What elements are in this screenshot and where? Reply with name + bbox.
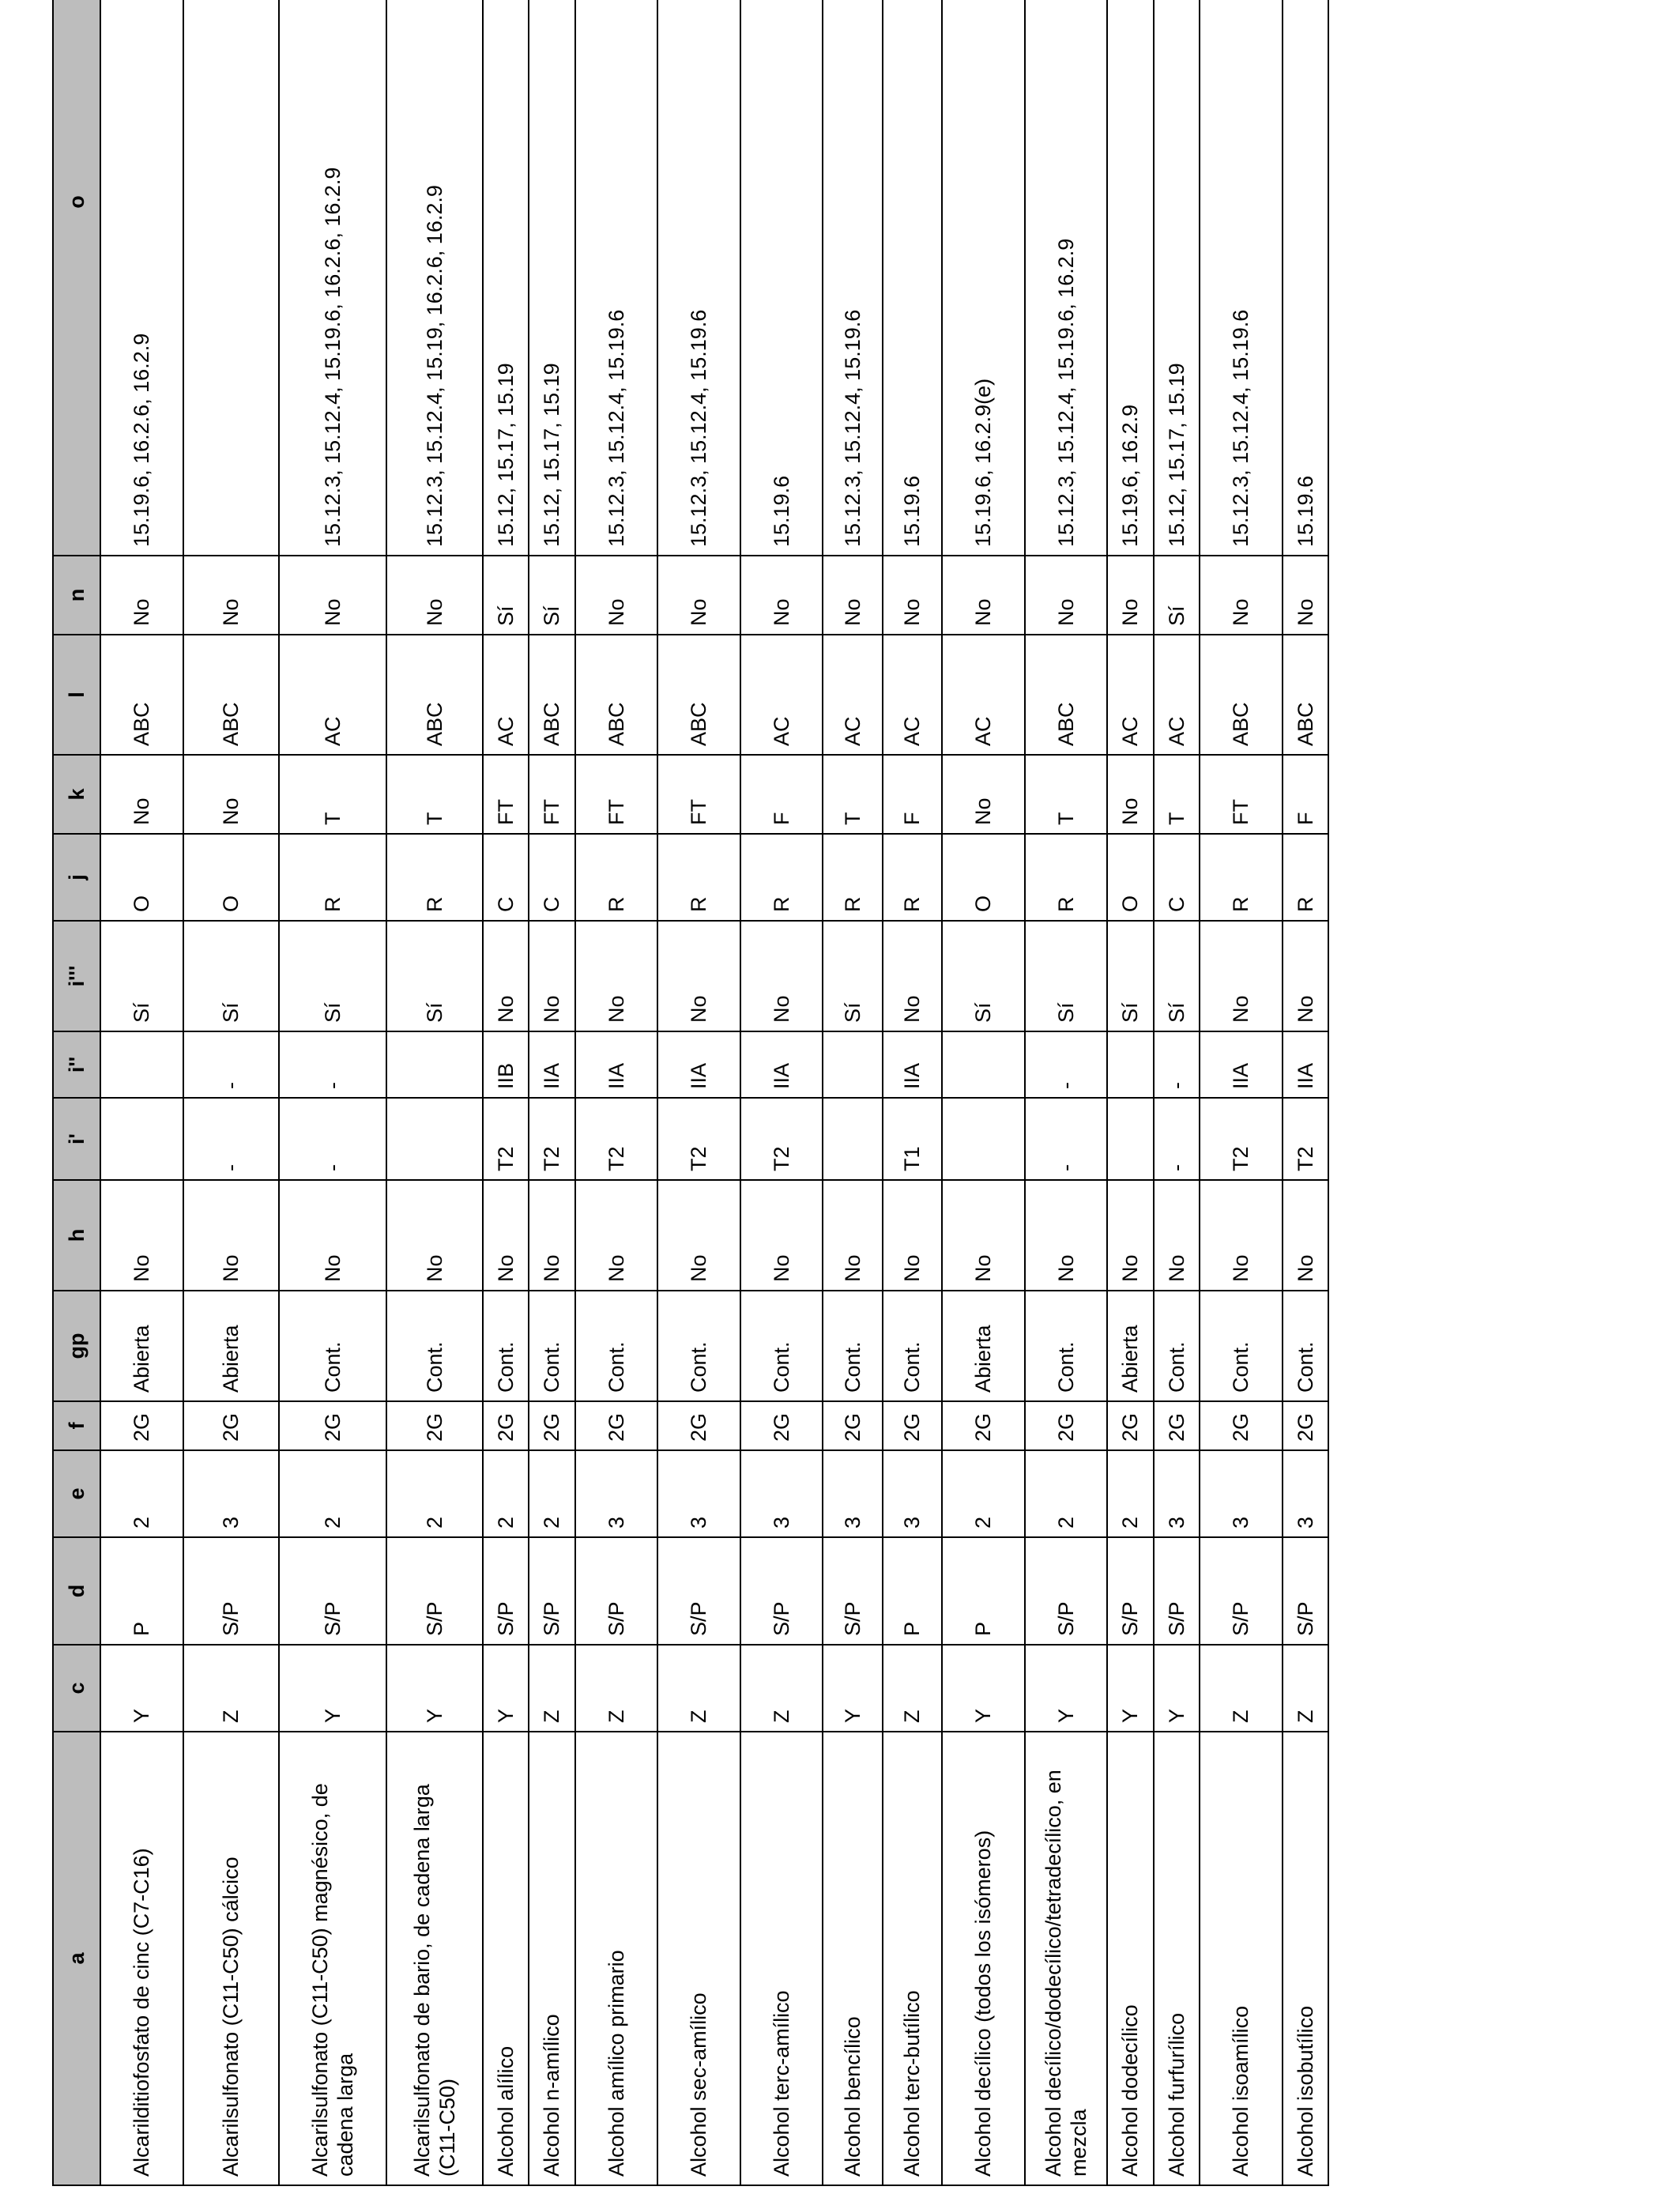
cell-d: S/P xyxy=(483,1537,529,1645)
cell-i1: T2 xyxy=(1283,1098,1329,1180)
table-row xyxy=(942,0,1025,2185)
cell-c: Y xyxy=(100,1645,183,1732)
cell-o: 15.19.6 xyxy=(883,0,942,556)
cell-i3: No xyxy=(529,921,574,1031)
cell-n: Sí xyxy=(483,556,529,635)
cell-e: 3 xyxy=(823,1450,882,1537)
cell-l: ABC xyxy=(575,635,658,755)
cell-i1: - xyxy=(1154,1098,1200,1180)
cell-i2: IIB xyxy=(483,1031,529,1098)
cell-o: 15.12.3, 15.12.4, 15.19.6 xyxy=(575,0,658,556)
cell-h: No xyxy=(183,1180,280,1291)
cell-e: 3 xyxy=(1154,1450,1200,1537)
cell-n: No xyxy=(575,556,658,635)
cell-f: 2G xyxy=(883,1401,942,1450)
cell-i1: T2 xyxy=(1200,1098,1283,1180)
cell-e: 3 xyxy=(575,1450,658,1537)
cell-h: No xyxy=(1283,1180,1329,1291)
cell-k: FT xyxy=(483,755,529,834)
cell-a: Alcohol terc-amílico xyxy=(740,1732,823,2185)
cell-h: No xyxy=(386,1180,483,1291)
col-header: c xyxy=(53,1645,100,1732)
cell-gp: Cont. xyxy=(1025,1291,1108,1401)
cell-d: S/P xyxy=(279,1537,386,1645)
cell-j: O xyxy=(100,834,183,921)
cell-c: Y xyxy=(942,1645,1025,1732)
cell-gp: Cont. xyxy=(279,1291,386,1401)
col-header: d xyxy=(53,1537,100,1645)
cell-k: No xyxy=(100,755,183,834)
cell-e: 2 xyxy=(1025,1450,1108,1537)
cell-j: C xyxy=(1154,834,1200,921)
cell-k: F xyxy=(740,755,823,834)
cell-i3: Sí xyxy=(386,921,483,1031)
cell-i1: T2 xyxy=(740,1098,823,1180)
cell-i1: T2 xyxy=(483,1098,529,1180)
table-row xyxy=(183,0,280,2185)
table-row xyxy=(483,0,529,2185)
cell-a: Alcarilsulfonato (C11-C50) cálcico xyxy=(183,1732,280,2185)
cell-o: 15.12.3, 15.12.4, 15.19.6, 16.2.6, 16.2.9 xyxy=(279,0,386,556)
cell-i2: IIA xyxy=(657,1031,740,1098)
col-header: o xyxy=(53,0,100,556)
table-row xyxy=(386,0,483,2185)
cell-gp: Cont. xyxy=(386,1291,483,1401)
cell-i3: Sí xyxy=(183,921,280,1031)
cell-i3: No xyxy=(1283,921,1329,1031)
cell-o: 15.19.6 xyxy=(1283,0,1329,556)
cell-i2: - xyxy=(1154,1031,1200,1098)
cell-k: T xyxy=(386,755,483,834)
cell-o: 15.19.6, 16.2.9 xyxy=(1107,0,1153,556)
cell-a: Alcohol isoamílico xyxy=(1200,1732,1283,2185)
cell-j: R xyxy=(883,834,942,921)
cell-h: No xyxy=(529,1180,574,1291)
cell-o: 15.12.3, 15.12.4, 15.19, 16.2.6, 16.2.9 xyxy=(386,0,483,556)
cell-d: S/P xyxy=(1200,1537,1283,1645)
cell-i2: IIA xyxy=(529,1031,574,1098)
cell-c: Y xyxy=(1107,1645,1153,1732)
cell-f: 2G xyxy=(1107,1401,1153,1450)
cell-c: Y xyxy=(386,1645,483,1732)
cell-h: No xyxy=(883,1180,942,1291)
cell-c: Y xyxy=(1154,1645,1200,1732)
cell-i1 xyxy=(1107,1098,1153,1180)
cell-l: AC xyxy=(483,635,529,755)
cell-k: FT xyxy=(529,755,574,834)
cell-l: AC xyxy=(823,635,882,755)
cell-i3: Sí xyxy=(1154,921,1200,1031)
col-header: a xyxy=(53,1732,100,2185)
cell-h: No xyxy=(942,1180,1025,1291)
cell-a: Alcohol isobutílico xyxy=(1283,1732,1329,2185)
cell-i1: - xyxy=(183,1098,280,1180)
cell-k: T xyxy=(823,755,882,834)
cell-i3: No xyxy=(657,921,740,1031)
cell-n: No xyxy=(1107,556,1153,635)
table-row xyxy=(279,0,386,2185)
cell-f: 2G xyxy=(183,1401,280,1450)
cell-i2 xyxy=(100,1031,183,1098)
cell-d: S/P xyxy=(1107,1537,1153,1645)
cell-l: AC xyxy=(1154,635,1200,755)
cell-i2: - xyxy=(1025,1031,1108,1098)
col-header: i' xyxy=(53,1098,100,1180)
cell-f: 2G xyxy=(1200,1401,1283,1450)
col-header: i'' xyxy=(53,1031,100,1098)
cell-n: No xyxy=(279,556,386,635)
cell-c: Z xyxy=(657,1645,740,1732)
cell-i2: - xyxy=(183,1031,280,1098)
col-header: gp xyxy=(53,1291,100,1401)
cell-n: No xyxy=(100,556,183,635)
cell-d: S/P xyxy=(657,1537,740,1645)
cell-c: Z xyxy=(1200,1645,1283,1732)
cell-o: 15.12, 15.17, 15.19 xyxy=(529,0,574,556)
cell-j: R xyxy=(657,834,740,921)
cell-i3: No xyxy=(575,921,658,1031)
cell-l: AC xyxy=(1107,635,1153,755)
cell-i1 xyxy=(823,1098,882,1180)
col-header: k xyxy=(53,755,100,834)
cell-f: 2G xyxy=(740,1401,823,1450)
cell-o xyxy=(183,0,280,556)
cell-h: No xyxy=(740,1180,823,1291)
cell-j: O xyxy=(942,834,1025,921)
cell-e: 2 xyxy=(386,1450,483,1537)
cell-i3: Sí xyxy=(1107,921,1153,1031)
cell-o: 15.19.6, 16.2.9(e) xyxy=(942,0,1025,556)
cell-gp: Cont. xyxy=(483,1291,529,1401)
cell-c: Z xyxy=(529,1645,574,1732)
cell-h: No xyxy=(575,1180,658,1291)
col-header: e xyxy=(53,1450,100,1537)
cell-j: R xyxy=(1025,834,1108,921)
cell-i2: IIA xyxy=(1200,1031,1283,1098)
cell-n: No xyxy=(740,556,823,635)
cell-e: 3 xyxy=(1200,1450,1283,1537)
cell-o: 15.19.6 xyxy=(740,0,823,556)
chemicals-table xyxy=(52,0,1329,2186)
cell-gp: Cont. xyxy=(823,1291,882,1401)
cell-o: 15.12, 15.17, 15.19 xyxy=(483,0,529,556)
cell-f: 2G xyxy=(386,1401,483,1450)
cell-f: 2G xyxy=(575,1401,658,1450)
cell-gp: Cont. xyxy=(1283,1291,1329,1401)
cell-a: Alcohol sec-amílico xyxy=(657,1732,740,2185)
cell-h: No xyxy=(483,1180,529,1291)
cell-h: No xyxy=(657,1180,740,1291)
table-row xyxy=(100,0,183,2185)
rotated-table-container xyxy=(52,7,1329,2186)
cell-d: S/P xyxy=(823,1537,882,1645)
cell-f: 2G xyxy=(942,1401,1025,1450)
cell-d: P xyxy=(942,1537,1025,1645)
cell-c: Y xyxy=(1025,1645,1108,1732)
cell-f: 2G xyxy=(483,1401,529,1450)
cell-n: No xyxy=(823,556,882,635)
cell-i3: Sí xyxy=(279,921,386,1031)
cell-a: Alcohol dodecílico xyxy=(1107,1732,1153,2185)
cell-j: R xyxy=(740,834,823,921)
cell-f: 2G xyxy=(1154,1401,1200,1450)
cell-f: 2G xyxy=(100,1401,183,1450)
cell-j: C xyxy=(483,834,529,921)
table-row xyxy=(1107,0,1153,2185)
cell-d: S/P xyxy=(386,1537,483,1645)
cell-o: 15.12.3, 15.12.4, 15.19.6, 16.2.9 xyxy=(1025,0,1108,556)
cell-j: C xyxy=(529,834,574,921)
cell-a: Alcarilsulfonato de bario, de cadena larga (C11-C50) xyxy=(386,1732,483,2185)
cell-a: Alcohol alílico xyxy=(483,1732,529,2185)
cell-l: AC xyxy=(942,635,1025,755)
cell-j: R xyxy=(279,834,386,921)
cell-i2 xyxy=(942,1031,1025,1098)
cell-j: R xyxy=(823,834,882,921)
cell-o: 15.19.6, 16.2.6, 16.2.9 xyxy=(100,0,183,556)
cell-h: No xyxy=(823,1180,882,1291)
cell-e: 2 xyxy=(942,1450,1025,1537)
cell-l: ABC xyxy=(183,635,280,755)
cell-gp: Cont. xyxy=(575,1291,658,1401)
cell-i1 xyxy=(100,1098,183,1180)
cell-i3: No xyxy=(1200,921,1283,1031)
cell-i1 xyxy=(942,1098,1025,1180)
cell-k: T xyxy=(1025,755,1108,834)
col-header: h xyxy=(53,1180,100,1291)
col-header: i''' xyxy=(53,921,100,1031)
cell-a: Alcarilditiofosfato de cinc (C7-C16) xyxy=(100,1732,183,2185)
cell-f: 2G xyxy=(529,1401,574,1450)
cell-i3: Sí xyxy=(100,921,183,1031)
cell-l: ABC xyxy=(657,635,740,755)
cell-j: R xyxy=(386,834,483,921)
cell-k: No xyxy=(183,755,280,834)
cell-d: S/P xyxy=(183,1537,280,1645)
cell-f: 2G xyxy=(279,1401,386,1450)
cell-d: S/P xyxy=(1283,1537,1329,1645)
cell-h: No xyxy=(1200,1180,1283,1291)
cell-e: 2 xyxy=(100,1450,183,1537)
cell-a: Alcohol bencílico xyxy=(823,1732,882,2185)
cell-n: No xyxy=(1200,556,1283,635)
cell-i1: T1 xyxy=(883,1098,942,1180)
cell-e: 2 xyxy=(1107,1450,1153,1537)
cell-c: Y xyxy=(483,1645,529,1732)
cell-n: No xyxy=(883,556,942,635)
table-row xyxy=(1200,0,1283,2185)
cell-d: S/P xyxy=(575,1537,658,1645)
cell-d: S/P xyxy=(1025,1537,1108,1645)
cell-j: O xyxy=(183,834,280,921)
table-row xyxy=(575,0,658,2185)
table-row xyxy=(883,0,942,2185)
cell-i3: Sí xyxy=(823,921,882,1031)
cell-e: 3 xyxy=(1283,1450,1329,1537)
cell-h: No xyxy=(279,1180,386,1291)
col-header: l xyxy=(53,635,100,755)
cell-k: T xyxy=(1154,755,1200,834)
cell-h: No xyxy=(1107,1180,1153,1291)
table-row xyxy=(823,0,882,2185)
cell-i1: - xyxy=(279,1098,386,1180)
cell-i2: IIA xyxy=(1283,1031,1329,1098)
cell-e: 2 xyxy=(279,1450,386,1537)
cell-c: Y xyxy=(279,1645,386,1732)
table-row xyxy=(529,0,574,2185)
cell-i3: No xyxy=(483,921,529,1031)
cell-gp: Cont. xyxy=(740,1291,823,1401)
cell-f: 2G xyxy=(1283,1401,1329,1450)
cell-i2 xyxy=(1107,1031,1153,1098)
cell-d: P xyxy=(883,1537,942,1645)
cell-a: Alcohol amílico primario xyxy=(575,1732,658,2185)
table-row xyxy=(740,0,823,2185)
cell-l: ABC xyxy=(1025,635,1108,755)
cell-e: 2 xyxy=(483,1450,529,1537)
cell-a: Alcohol decílico (todos los isómeros) xyxy=(942,1732,1025,2185)
cell-i1: T2 xyxy=(575,1098,658,1180)
cell-i2 xyxy=(386,1031,483,1098)
cell-k: F xyxy=(883,755,942,834)
cell-c: Z xyxy=(183,1645,280,1732)
cell-i1: T2 xyxy=(657,1098,740,1180)
cell-c: Z xyxy=(1283,1645,1329,1732)
cell-f: 2G xyxy=(1025,1401,1108,1450)
cell-a: Alcohol terc-butílico xyxy=(883,1732,942,2185)
cell-d: S/P xyxy=(529,1537,574,1645)
cell-e: 3 xyxy=(740,1450,823,1537)
cell-k: F xyxy=(1283,755,1329,834)
cell-j: R xyxy=(1283,834,1329,921)
cell-gp: Abierta xyxy=(942,1291,1025,1401)
cell-gp: Cont. xyxy=(1200,1291,1283,1401)
cell-n: Sí xyxy=(529,556,574,635)
cell-l: ABC xyxy=(529,635,574,755)
cell-o: 15.12.3, 15.12.4, 15.19.6 xyxy=(823,0,882,556)
cell-j: R xyxy=(575,834,658,921)
cell-n: No xyxy=(183,556,280,635)
cell-e: 3 xyxy=(183,1450,280,1537)
cell-i2: IIA xyxy=(575,1031,658,1098)
cell-l: ABC xyxy=(386,635,483,755)
cell-n: No xyxy=(942,556,1025,635)
cell-c: Y xyxy=(823,1645,882,1732)
cell-i3: Sí xyxy=(1025,921,1108,1031)
cell-gp: Abierta xyxy=(100,1291,183,1401)
cell-i3: No xyxy=(883,921,942,1031)
cell-i2: IIA xyxy=(883,1031,942,1098)
col-header: f xyxy=(53,1401,100,1450)
cell-n: No xyxy=(386,556,483,635)
cell-i2: - xyxy=(279,1031,386,1098)
cell-n: No xyxy=(1283,556,1329,635)
cell-i1 xyxy=(386,1098,483,1180)
cell-d: P xyxy=(100,1537,183,1645)
cell-a: Alcarilsulfonato (C11-C50) magnésico, de cadena larga xyxy=(279,1732,386,2185)
cell-l: ABC xyxy=(1200,635,1283,755)
cell-o: 15.12, 15.17, 15.19 xyxy=(1154,0,1200,556)
cell-l: AC xyxy=(740,635,823,755)
cell-i2: IIA xyxy=(740,1031,823,1098)
cell-j: R xyxy=(1200,834,1283,921)
cell-l: AC xyxy=(279,635,386,755)
table-body xyxy=(100,0,1328,2185)
cell-k: T xyxy=(279,755,386,834)
cell-f: 2G xyxy=(657,1401,740,1450)
cell-o: 15.12.3, 15.12.4, 15.19.6 xyxy=(657,0,740,556)
cell-k: FT xyxy=(657,755,740,834)
table-row xyxy=(1025,0,1108,2185)
cell-i2 xyxy=(823,1031,882,1098)
cell-k: No xyxy=(942,755,1025,834)
cell-d: S/P xyxy=(1154,1537,1200,1645)
cell-e: 3 xyxy=(657,1450,740,1537)
cell-gp: Cont. xyxy=(883,1291,942,1401)
cell-l: ABC xyxy=(1283,635,1329,755)
cell-gp: Abierta xyxy=(183,1291,280,1401)
cell-e: 2 xyxy=(529,1450,574,1537)
cell-gp: Cont. xyxy=(529,1291,574,1401)
cell-e: 3 xyxy=(883,1450,942,1537)
cell-o: 15.12.3, 15.12.4, 15.19.6 xyxy=(1200,0,1283,556)
cell-n: No xyxy=(657,556,740,635)
cell-gp: Abierta xyxy=(1107,1291,1153,1401)
cell-i3: Sí xyxy=(942,921,1025,1031)
cell-gp: Cont. xyxy=(1154,1291,1200,1401)
cell-i1: T2 xyxy=(529,1098,574,1180)
cell-k: FT xyxy=(1200,755,1283,834)
cell-h: No xyxy=(100,1180,183,1291)
cell-k: No xyxy=(1107,755,1153,834)
col-header: n xyxy=(53,556,100,635)
cell-i3: No xyxy=(740,921,823,1031)
cell-a: Alcohol decílico/dodecílico/tetradecílico, en mezcla xyxy=(1025,1732,1108,2185)
cell-f: 2G xyxy=(823,1401,882,1450)
cell-n: No xyxy=(1025,556,1108,635)
cell-c: Z xyxy=(883,1645,942,1732)
cell-c: Z xyxy=(740,1645,823,1732)
cell-i1: - xyxy=(1025,1098,1108,1180)
cell-k: FT xyxy=(575,755,658,834)
table-row xyxy=(1154,0,1200,2185)
cell-h: No xyxy=(1154,1180,1200,1291)
cell-a: Alcohol n-amílico xyxy=(529,1732,574,2185)
cell-d: S/P xyxy=(740,1537,823,1645)
cell-l: ABC xyxy=(100,635,183,755)
table-row xyxy=(1283,0,1329,2185)
header-row xyxy=(53,0,100,2185)
cell-h: No xyxy=(1025,1180,1108,1291)
cell-gp: Cont. xyxy=(657,1291,740,1401)
table-row xyxy=(657,0,740,2185)
cell-l: AC xyxy=(883,635,942,755)
cell-a: Alcohol furfurílico xyxy=(1154,1732,1200,2185)
cell-c: Z xyxy=(575,1645,658,1732)
cell-n: Sí xyxy=(1154,556,1200,635)
col-header: j xyxy=(53,834,100,921)
cell-j: O xyxy=(1107,834,1153,921)
